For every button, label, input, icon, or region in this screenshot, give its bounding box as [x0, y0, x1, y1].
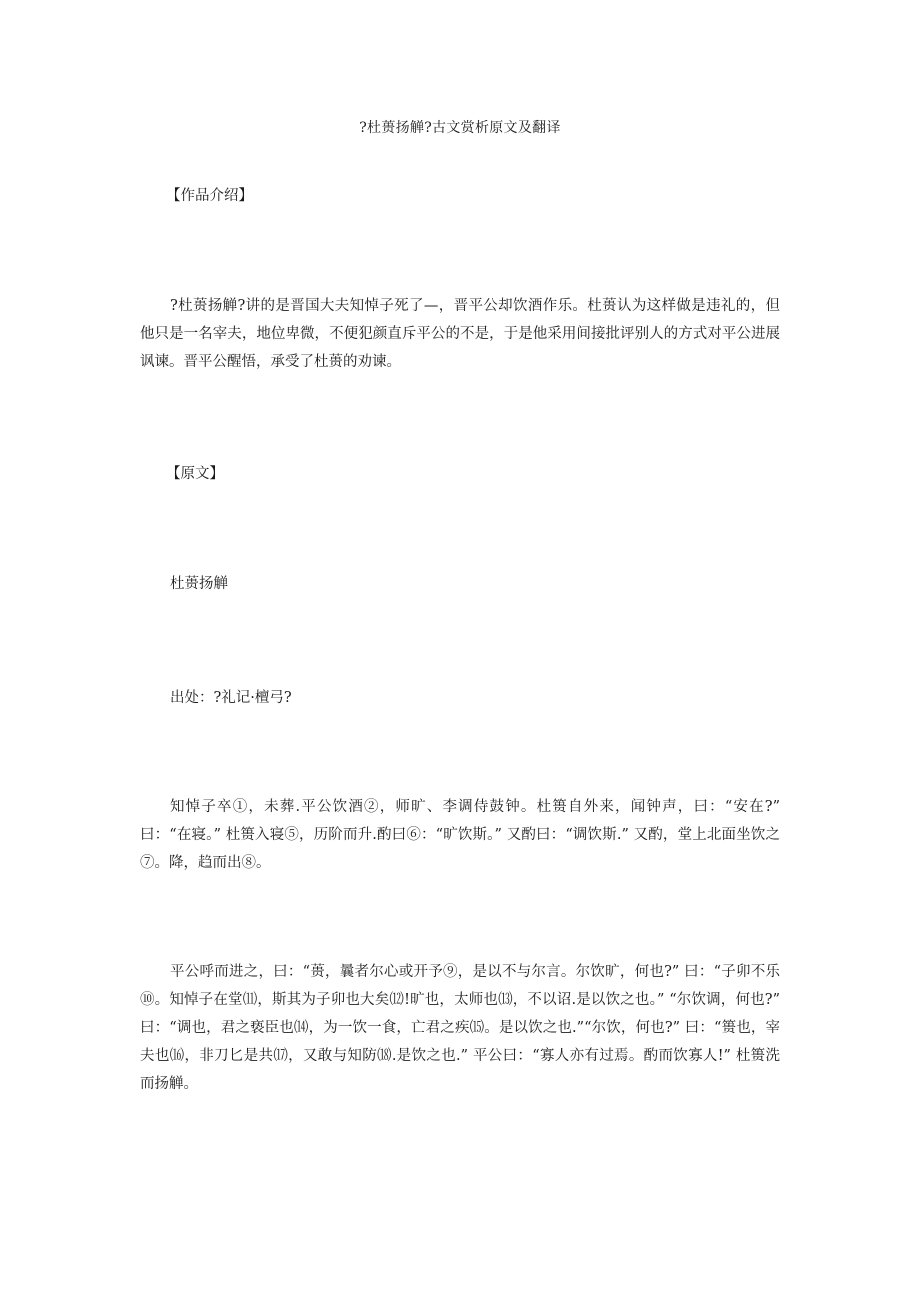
document-title: ?杜蒉扬觯?古文赏析原文及翻译 — [359, 120, 561, 136]
original-heading: 【原文】 — [166, 466, 224, 482]
source-line: 出处：?礼记·檀弓? — [170, 690, 292, 706]
intro-heading: 【作品介绍】 — [166, 188, 253, 204]
original-title: 杜蒉扬觯 — [170, 576, 228, 592]
original-paragraph-2: 平公呼而进之，曰：“蒉，曩者尔心或开予⑨，是以不与尔言。尔饮旷，何也?” 曰：“子卯不乐⑩。知悼子在堂⑾，斯其为子卯也大矣⑿!旷也，太师也⒀，不以诏.是以饮之也。” “尔饮调，何也?” 曰：“调也，君之亵臣也⒁，为一饮一食，亡君之疾⒂。是以饮之也.”“尔饮，何也?” 曰：“篑也，宰夫也⒃，非刀匕是共⒄，又敢与知防⒅.是饮之也.” 平公曰：“寡人亦有过焉。酌而饮寡人!” 杜篑洗而扬觯。 — [140, 964, 780, 1092]
original-paragraph-1: 知悼子卒①，未葬.平公饮酒②，师旷、李调侍鼓钟。杜篑自外来，闻钟声，曰：“安在?” 曰：“在寝。” 杜篑入寝⑤，历阶而升.酌曰⑥：“旷饮斯。” 又酌曰：“调饮斯.” 又酌，堂上北面坐饮之⑦。降，趋而出⑧。 — [140, 799, 780, 871]
intro-paragraph: ?杜蒉扬觯?讲的是晋国大夫知悼子死了—，晋平公却饮酒作乐。杜蒉认为这样做是违礼的，但他只是一名宰夫，地位卑微，不便犯颜直斥平公的不是，于是他采用间接批评别人的方式对平公进展讽谏。晋平公醒悟，承受了杜蒉的劝谏。 — [140, 298, 780, 370]
